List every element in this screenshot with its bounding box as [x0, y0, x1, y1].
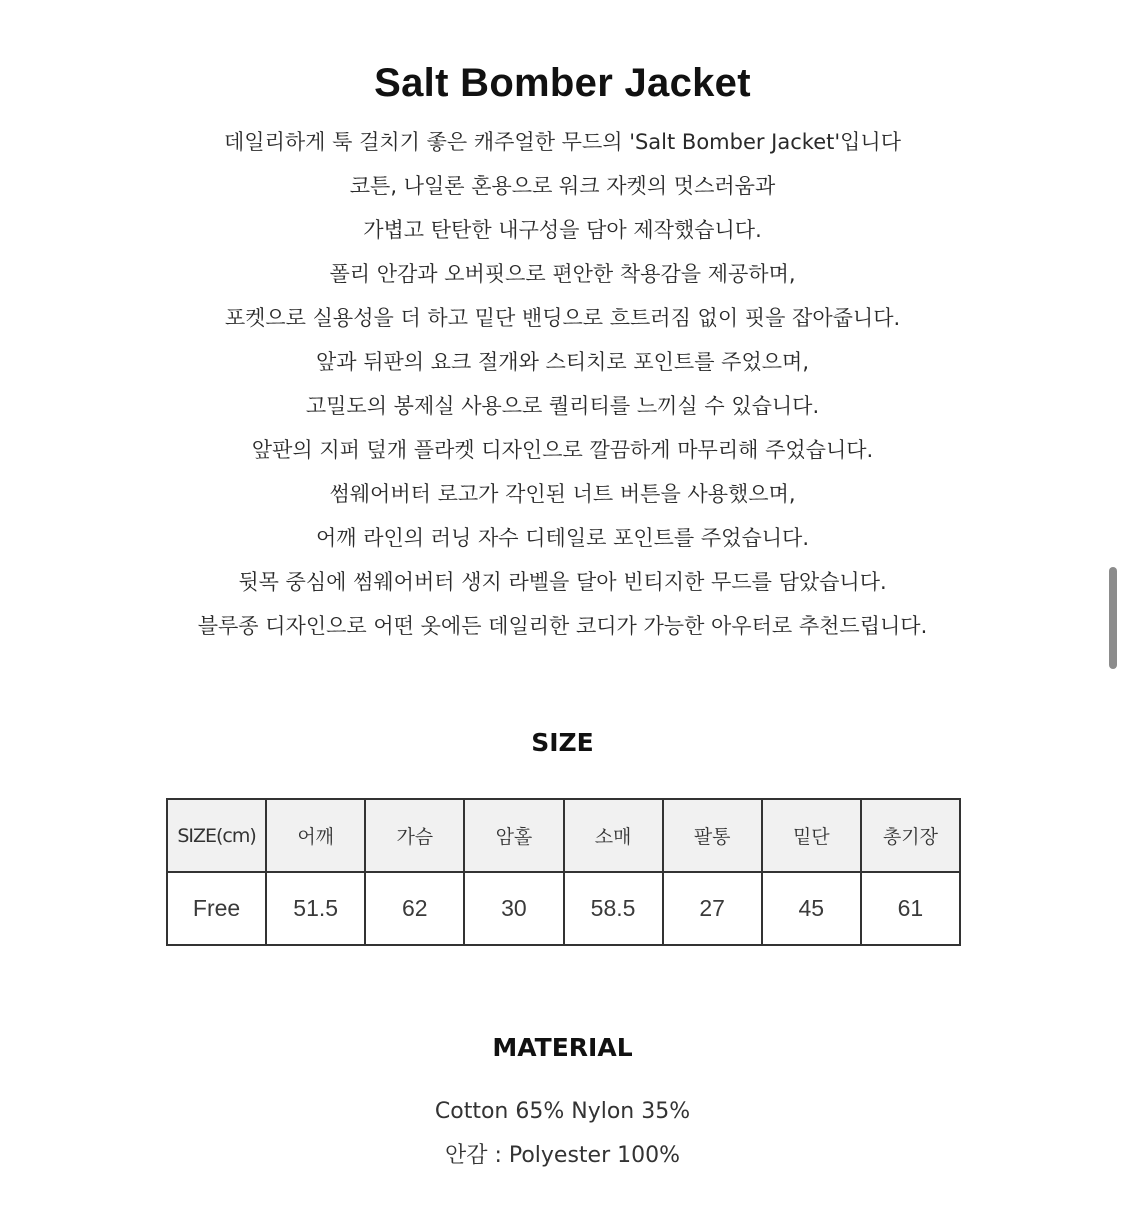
description-line: 포켓으로 실용성을 더 하고 밑단 밴딩으로 흐트러짐 없이 핏을 잡아줍니다. — [224, 306, 901, 330]
description-line: 썸웨어버터 로고가 각인된 너트 버튼을 사용했으며, — [329, 482, 796, 506]
size-header-cell: 팔통 — [663, 799, 762, 872]
material-line: Cotton 65% Nylon 35% — [434, 1099, 691, 1124]
size-table — [166, 798, 961, 946]
size-header-cell: 어깨 — [266, 799, 365, 872]
description-line: 코튼, 나일론 혼용으로 워크 자켓의 멋스러움과 — [349, 174, 776, 198]
description-line: 뒷목 중심에 썸웨어버터 생지 라벨을 달아 빈티지한 무드를 담았습니다. — [238, 570, 887, 594]
size-table-header-row — [167, 799, 960, 872]
size-heading: SIZE — [531, 728, 594, 757]
size-header-cell: 총기장 — [861, 799, 960, 872]
size-header-cell: SIZE(cm) — [167, 799, 266, 872]
size-value-cell: 27 — [663, 872, 762, 945]
material-heading: MATERIAL — [492, 1033, 633, 1062]
description-line: 가볍고 탄탄한 내구성을 담아 제작했습니다. — [363, 218, 762, 242]
table-row — [167, 872, 960, 945]
description-line: 폴리 안감과 오버핏으로 편안한 착용감을 제공하며, — [329, 262, 796, 286]
material-line: 안감 : Polyester 100% — [444, 1143, 681, 1168]
description-line: 고밀도의 봉제실 사용으로 퀄리티를 느끼실 수 있습니다. — [305, 394, 820, 418]
description-line: 데일리하게 툭 걸치기 좋은 캐주얼한 무드의 'Salt Bomber Jacket'입니다 — [224, 130, 901, 154]
description-line: 앞판의 지퍼 덮개 플라켓 디자인으로 깔끔하게 마무리해 주었습니다. — [251, 438, 874, 462]
size-value-cell: 61 — [861, 872, 960, 945]
size-value-cell: 45 — [762, 872, 861, 945]
size-value-cell: 58.5 — [564, 872, 663, 945]
product-title: Salt Bomber Jacket — [374, 60, 751, 105]
scrollbar-thumb[interactable] — [1109, 567, 1117, 669]
size-value-cell: 51.5 — [266, 872, 365, 945]
description-line: 어깨 라인의 러닝 자수 디테일로 포인트를 주었습니다. — [315, 526, 810, 550]
description-line: 블루종 디자인으로 어떤 옷에든 데일리한 코디가 가능한 아우터로 추천드립니다. — [197, 614, 928, 638]
size-value-cell: 30 — [464, 872, 563, 945]
size-header-cell: 소매 — [564, 799, 663, 872]
size-value-cell: Free — [167, 872, 266, 945]
size-header-cell: 가슴 — [365, 799, 464, 872]
size-header-cell: 암홀 — [464, 799, 563, 872]
size-header-cell: 밑단 — [762, 799, 861, 872]
size-value-cell: 62 — [365, 872, 464, 945]
product-description — [0, 120, 1125, 648]
description-line: 앞과 뒤판의 요크 절개와 스티치로 포인트를 주었으며, — [315, 350, 810, 374]
material-list — [0, 1090, 1125, 1178]
